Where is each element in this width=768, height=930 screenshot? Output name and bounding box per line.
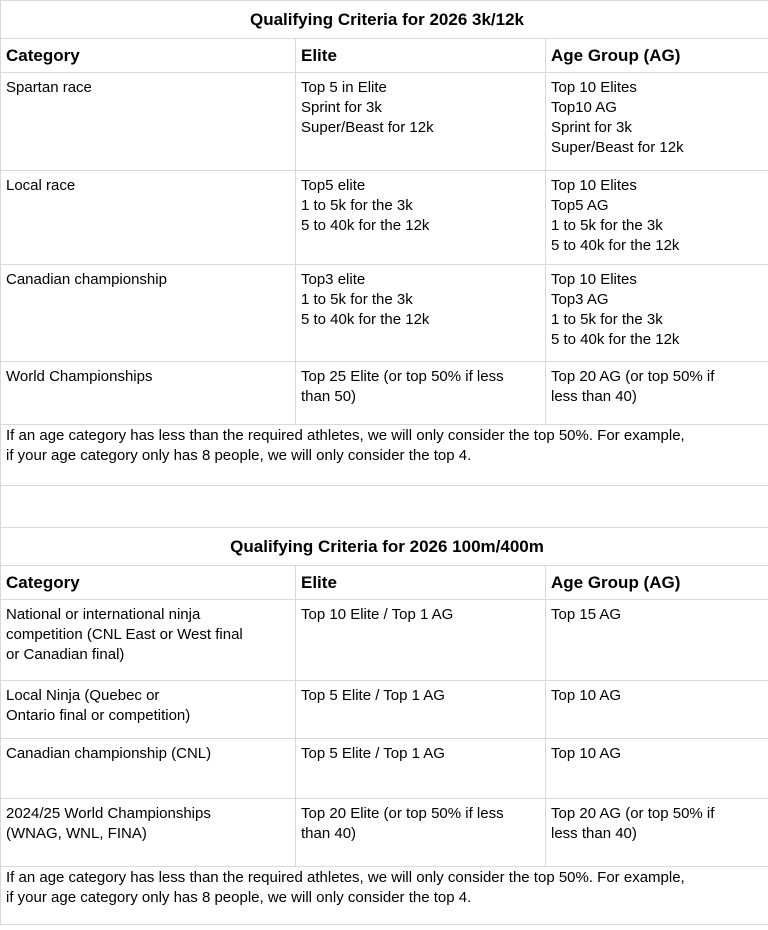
table2-header-row: [1, 566, 768, 600]
cell-text-line: less than 40): [551, 388, 637, 405]
elite-cell: [296, 799, 546, 867]
age-group-cell: [546, 362, 768, 425]
cell-text-line: Sprint for 3k: [551, 119, 632, 136]
elite-cell: [296, 681, 546, 739]
cell-text-line: Top 10 AG: [551, 745, 622, 762]
cell-text-line: 2024/25 World Championships: [6, 805, 211, 822]
cell-text-line: Top 5 Elite / Top 1 AG: [301, 745, 445, 762]
cell-text-line: If an age category has less than the required athletes, we will only consider the top 50%. For example,: [6, 869, 685, 886]
cell-text-line: Top 10 Elite / Top 1 AG: [301, 606, 454, 623]
header-category: Category: [1, 566, 296, 600]
cell-text-line: competition (CNL East or West final: [6, 626, 243, 643]
cell-text-line: 5 to 40k for the 12k: [301, 311, 430, 328]
age-group-cell: [546, 265, 768, 362]
category-cell: [1, 265, 296, 362]
cell-text-line: Sprint for 3k: [301, 99, 382, 116]
table-row: [1, 799, 768, 867]
cell-text-line: Local Ninja (Quebec or: [6, 687, 160, 704]
table2-title: Qualifying Criteria for 2026 100m/400m: [1, 528, 768, 566]
cell-text-line: Local race: [6, 177, 76, 194]
age-group-cell: [546, 600, 768, 681]
elite-cell: [296, 362, 546, 425]
cell-text-line: Top 25 Elite (or top 50% if less: [301, 368, 504, 385]
cell-text-line: Super/Beast for 12k: [301, 119, 434, 136]
header-category: Category: [1, 39, 296, 73]
cell-text-line: Canadian championship: [6, 271, 167, 288]
age-group-cell: [546, 171, 768, 265]
cell-text-line: 1 to 5k for the 3k: [301, 291, 413, 308]
table-row: [1, 73, 768, 171]
cell-text-line: Top 10 Elites: [551, 177, 637, 194]
cell-text-line: 1 to 5k for the 3k: [551, 217, 663, 234]
table1-header-row: [1, 39, 768, 73]
table1-note-row: [1, 425, 768, 486]
age-group-cell: [546, 739, 768, 799]
cell-text-line: Canadian championship (CNL): [6, 745, 212, 762]
category-cell: [1, 739, 296, 799]
cell-text-line: Top 5 in Elite: [301, 79, 387, 96]
cell-text-line: (WNAG, WNL, FINA): [6, 825, 147, 842]
category-cell: [1, 600, 296, 681]
table2-note-row: [1, 867, 768, 925]
cell-text-line: National or international ninja: [6, 606, 201, 623]
cell-text-line: if your age category only has 8 people, we will only consider the top 4.: [6, 889, 472, 906]
table-row: [1, 739, 768, 799]
header-age-group: Age Group (AG): [546, 39, 768, 73]
cell-text-line: Ontario final or competition): [6, 707, 191, 724]
category-cell: [1, 171, 296, 265]
age-group-cell: [546, 73, 768, 171]
elite-cell: [296, 73, 546, 171]
category-cell: [1, 362, 296, 425]
table1-title-row: [1, 1, 768, 39]
cell-text-line: Top3 elite: [301, 271, 366, 288]
cell-text-line: Top 5 Elite / Top 1 AG: [301, 687, 445, 704]
cell-text-line: Top 10 Elites: [551, 79, 637, 96]
category-cell: [1, 681, 296, 739]
cell-text-line: Spartan race: [6, 79, 92, 96]
cell-text-line: 5 to 40k for the 12k: [551, 331, 680, 348]
cell-text-line: less than 40): [551, 825, 637, 842]
cell-text-line: Top5 elite: [301, 177, 366, 194]
header-age-group: Age Group (AG): [546, 566, 768, 600]
table-row: [1, 265, 768, 362]
age-group-cell: [546, 799, 768, 867]
cell-text-line: Super/Beast for 12k: [551, 139, 684, 156]
cell-text-line: 1 to 5k for the 3k: [551, 311, 663, 328]
cell-text-line: 5 to 40k for the 12k: [301, 217, 430, 234]
table2-title-row: [1, 528, 768, 566]
elite-cell: [296, 600, 546, 681]
elite-cell: [296, 739, 546, 799]
cell-text-line: or Canadian final): [6, 646, 125, 663]
header-elite: Elite: [296, 566, 546, 600]
cell-text-line: Top10 AG: [551, 99, 617, 116]
spacer-row: [1, 486, 768, 528]
footnote: [1, 867, 768, 925]
table-row: [1, 600, 768, 681]
table-row: [1, 362, 768, 425]
cell-text-line: Top 20 AG (or top 50% if: [551, 368, 715, 385]
footnote: [1, 425, 768, 486]
spacer-cell: [1, 486, 768, 528]
age-group-cell: [546, 681, 768, 739]
cell-text-line: than 50): [301, 388, 357, 405]
cell-text-line: Top 20 Elite (or top 50% if less: [301, 805, 504, 822]
category-cell: [1, 799, 296, 867]
table-row: [1, 681, 768, 739]
cell-text-line: World Championships: [6, 368, 153, 385]
table-row: [1, 171, 768, 265]
cell-text-line: 1 to 5k for the 3k: [301, 197, 413, 214]
table1-title: Qualifying Criteria for 2026 3k/12k: [1, 1, 768, 39]
header-elite: Elite: [296, 39, 546, 73]
cell-text-line: Top3 AG: [551, 291, 609, 308]
elite-cell: [296, 265, 546, 362]
cell-text-line: Top 20 AG (or top 50% if: [551, 805, 715, 822]
cell-text-line: Top 10 AG: [551, 687, 622, 704]
cell-text-line: Top5 AG: [551, 197, 609, 214]
cell-text-line: than 40): [301, 825, 357, 842]
category-cell: [1, 73, 296, 171]
elite-cell: [296, 171, 546, 265]
cell-text-line: If an age category has less than the required athletes, we will only consider the top 50%. For example,: [6, 427, 685, 444]
cell-text-line: Top 15 AG: [551, 606, 622, 623]
cell-text-line: Top 10 Elites: [551, 271, 637, 288]
cell-text-line: if your age category only has 8 people, we will only consider the top 4.: [6, 447, 472, 464]
cell-text-line: 5 to 40k for the 12k: [551, 237, 680, 254]
